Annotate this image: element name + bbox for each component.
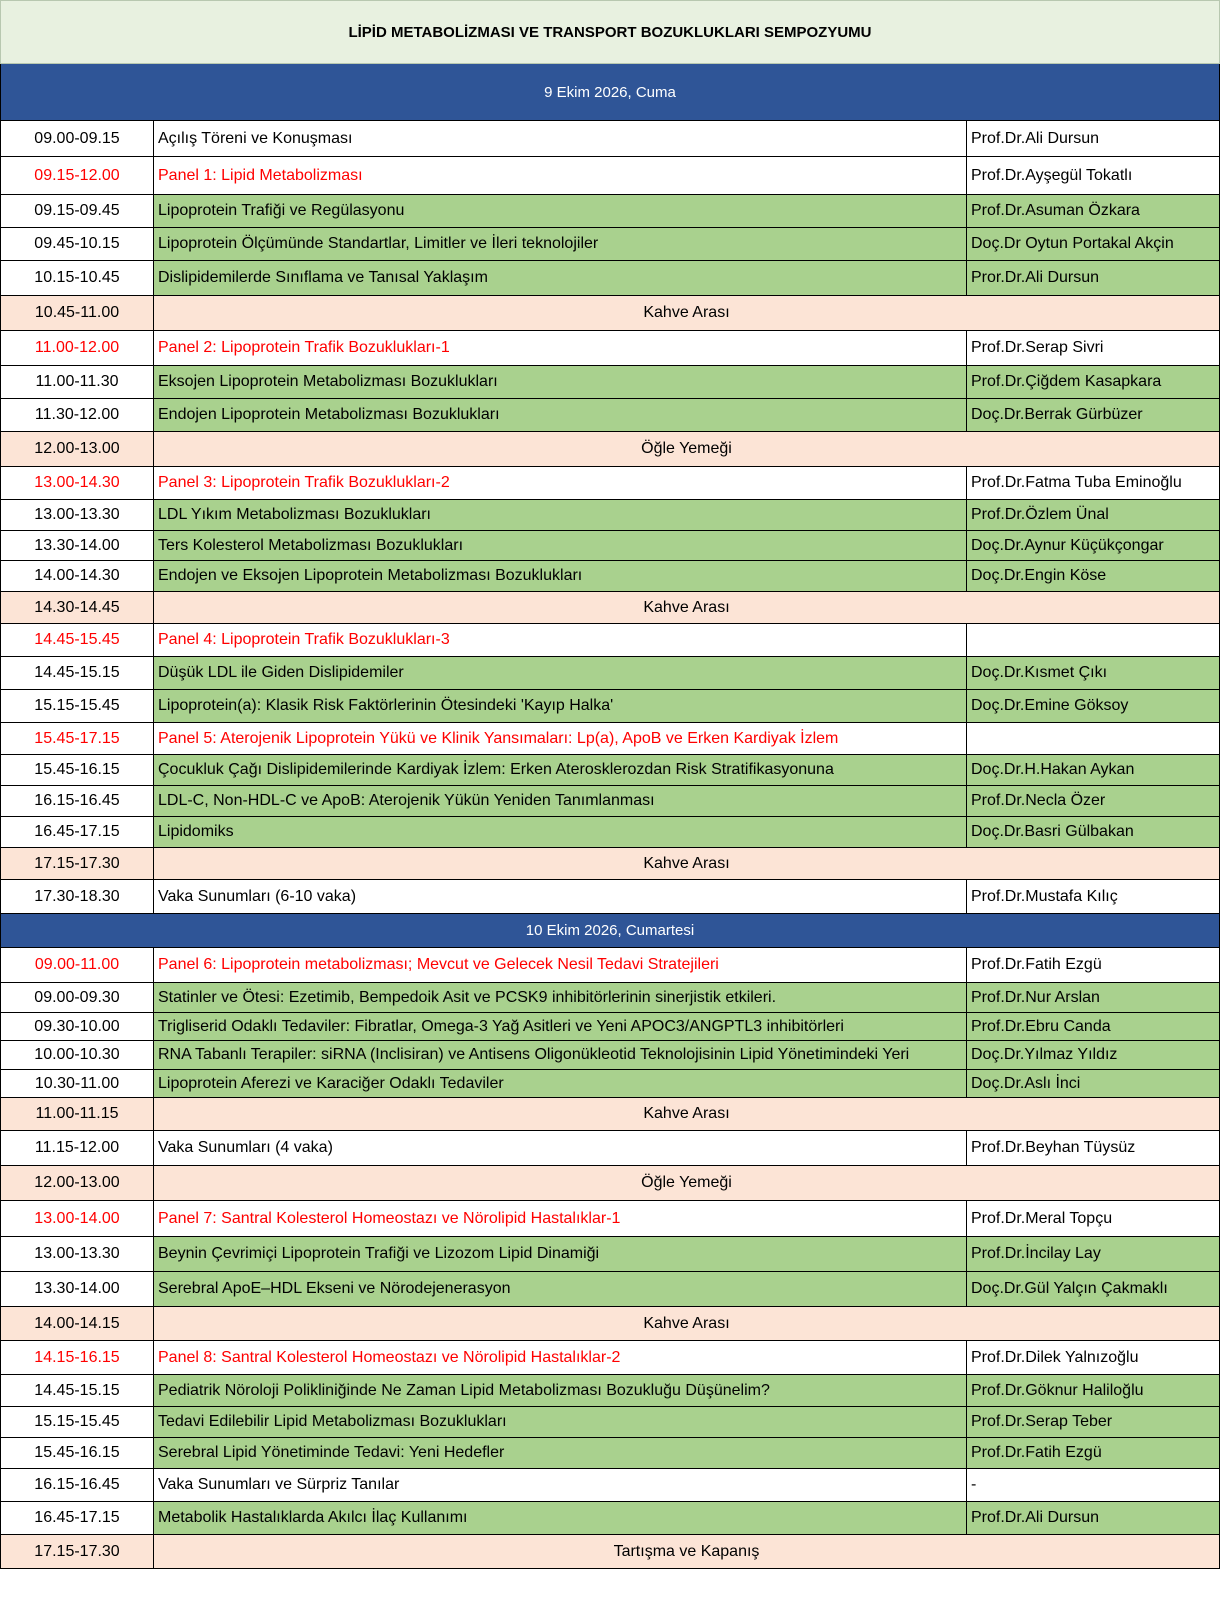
session-row xyxy=(0,399,1220,432)
panel-row xyxy=(0,624,1220,657)
speaker-cell: Doç.Dr.Berrak Gürbüzer xyxy=(967,399,1220,432)
panel-row xyxy=(0,331,1220,366)
break-row xyxy=(0,1166,1220,1201)
time-cell: 13.00-14.00 xyxy=(0,1201,154,1237)
session-row xyxy=(0,983,1220,1013)
time-cell: 11.00-11.15 xyxy=(0,1098,154,1131)
session-row xyxy=(0,657,1220,690)
topic-cell: Düşük LDL ile Giden Dislipidemiler xyxy=(154,657,967,690)
time-cell: 17.30-18.30 xyxy=(0,880,154,914)
session-row xyxy=(0,228,1220,261)
speaker-cell: Prof.Dr.Necla Özer xyxy=(967,786,1220,817)
time-cell: 16.15-16.45 xyxy=(0,1469,154,1502)
break-row xyxy=(0,296,1220,331)
speaker-cell: Prof.Dr.Ebru Canda xyxy=(967,1013,1220,1041)
speaker-cell: Prof.Dr.Ali Dursun xyxy=(967,121,1220,157)
speaker-cell: Prof.Dr.Çiğdem Kasapkara xyxy=(967,366,1220,399)
topic-cell: Endojen ve Eksojen Lipoprotein Metabolizması Bozuklukları xyxy=(154,561,967,592)
session-row xyxy=(0,1237,1220,1272)
time-cell: 10.45-11.00 xyxy=(0,296,154,331)
topic-cell: Panel 1: Lipid Metabolizması xyxy=(154,157,967,195)
speaker-cell: Prof.Dr.İncilay Lay xyxy=(967,1237,1220,1272)
time-cell: 13.00-13.30 xyxy=(0,500,154,531)
session-row xyxy=(0,1469,1220,1502)
speaker-cell: Doç.Dr.Yılmaz Yıldız xyxy=(967,1041,1220,1070)
break-row xyxy=(0,1535,1220,1569)
break-row xyxy=(0,1307,1220,1341)
session-row xyxy=(0,1438,1220,1469)
time-cell: 15.45-16.15 xyxy=(0,1438,154,1469)
speaker-cell: Prof.Dr.Fatih Ezgü xyxy=(967,1438,1220,1469)
panel-row xyxy=(0,1201,1220,1237)
time-cell: 09.00-09.15 xyxy=(0,121,154,157)
session-row xyxy=(0,561,1220,592)
break-row xyxy=(0,592,1220,624)
time-cell: 15.15-15.45 xyxy=(0,1407,154,1438)
session-row xyxy=(0,261,1220,296)
time-cell: 15.45-17.15 xyxy=(0,723,154,755)
topic-cell: Dislipidemilerde Sınıflama ve Tanısal Yaklaşım xyxy=(154,261,967,296)
speaker-cell: Doç.Dr.Gül Yalçın Çakmaklı xyxy=(967,1272,1220,1307)
topic-cell: Metabolik Hastalıklarda Akılcı İlaç Kullanımı xyxy=(154,1502,967,1535)
time-cell: 13.00-14.30 xyxy=(0,467,154,500)
break-label: Kahve Arası xyxy=(154,592,1220,624)
time-cell: 14.00-14.30 xyxy=(0,561,154,592)
topic-cell: Trigliserid Odaklı Tedaviler: Fibratlar, Omega-3 Yağ Asitleri ve Yeni APOC3/ANGPTL3 inhibitörleri xyxy=(154,1013,967,1041)
break-label: Kahve Arası xyxy=(154,296,1220,331)
break-label: Öğle Yemeği xyxy=(154,432,1220,467)
speaker-cell: Prof.Dr.Asuman Özkara xyxy=(967,195,1220,228)
topic-cell: Panel 7: Santral Kolesterol Homeostazı ve Nörolipid Hastalıklar-1 xyxy=(154,1201,967,1237)
time-cell: 14.45-15.45 xyxy=(0,624,154,657)
speaker-cell: Doç.Dr.Aslı İnci xyxy=(967,1070,1220,1098)
session-row xyxy=(0,755,1220,786)
time-cell: 10.00-10.30 xyxy=(0,1041,154,1070)
time-cell: 13.30-14.00 xyxy=(0,1272,154,1307)
topic-cell: Serebral ApoE–HDL Ekseni ve Nörodejenerasyon xyxy=(154,1272,967,1307)
time-cell: 14.00-14.15 xyxy=(0,1307,154,1341)
time-cell: 12.00-13.00 xyxy=(0,1166,154,1201)
title-row xyxy=(0,0,1220,64)
session-row xyxy=(0,1272,1220,1307)
break-label: Kahve Arası xyxy=(154,1098,1220,1131)
time-cell: 16.45-17.15 xyxy=(0,817,154,848)
speaker-cell: Prof.Dr.Mustafa Kılıç xyxy=(967,880,1220,914)
speaker-cell: Doç.Dr.Basri Gülbakan xyxy=(967,817,1220,848)
speaker-cell: Prof.Dr.Fatma Tuba Eminoğlu xyxy=(967,467,1220,500)
session-row xyxy=(0,1375,1220,1407)
time-cell: 09.30-10.00 xyxy=(0,1013,154,1041)
speaker-cell: Pror.Dr.Ali Dursun xyxy=(967,261,1220,296)
time-cell: 16.15-16.45 xyxy=(0,786,154,817)
time-cell: 11.15-12.00 xyxy=(0,1131,154,1166)
break-row xyxy=(0,848,1220,880)
topic-cell: Tedavi Edilebilir Lipid Metabolizması Bozuklukları xyxy=(154,1407,967,1438)
topic-cell: Endojen Lipoprotein Metabolizması Bozuklukları xyxy=(154,399,967,432)
topic-cell: Panel 6: Lipoprotein metabolizması; Mevcut ve Gelecek Nesil Tedavi Stratejileri xyxy=(154,948,967,983)
session-row xyxy=(0,1041,1220,1070)
speaker-cell: Doç.Dr.Engin Köse xyxy=(967,561,1220,592)
session-row xyxy=(0,1407,1220,1438)
session-row xyxy=(0,786,1220,817)
page-title: LİPİD METABOLİZMASI VE TRANSPORT BOZUKLUKLARI SEMPOZYUMU xyxy=(0,0,1220,64)
day-header-row xyxy=(0,64,1220,121)
session-row xyxy=(0,121,1220,157)
panel-row xyxy=(0,467,1220,500)
speaker-cell: Doç.Dr.H.Hakan Aykan xyxy=(967,755,1220,786)
speaker-cell: Prof.Dr.Serap Sivri xyxy=(967,331,1220,366)
panel-row xyxy=(0,157,1220,195)
topic-cell: Beynin Çevrimiçi Lipoprotein Trafiği ve Lizozom Lipid Dinamiği xyxy=(154,1237,967,1272)
session-row xyxy=(0,1131,1220,1166)
topic-cell: Çocukluk Çağı Dislipidemilerinde Kardiyak İzlem: Erken Aterosklerozdan Risk Stratifikasyonuna xyxy=(154,755,967,786)
time-cell: 09.15-09.45 xyxy=(0,195,154,228)
time-cell: 09.45-10.15 xyxy=(0,228,154,261)
panel-row xyxy=(0,1341,1220,1375)
time-cell: 14.30-14.45 xyxy=(0,592,154,624)
session-row xyxy=(0,195,1220,228)
session-row xyxy=(0,1013,1220,1041)
time-cell: 10.30-11.00 xyxy=(0,1070,154,1098)
session-row xyxy=(0,1502,1220,1535)
topic-cell: Vaka Sunumları (6-10 vaka) xyxy=(154,880,967,914)
time-cell: 11.00-11.30 xyxy=(0,366,154,399)
topic-cell: Açılış Töreni ve Konuşması xyxy=(154,121,967,157)
session-row xyxy=(0,366,1220,399)
topic-cell: Lipidomiks xyxy=(154,817,967,848)
speaker-cell: Doç.Dr Oytun Portakal Akçin xyxy=(967,228,1220,261)
topic-cell: LDL Yıkım Metabolizması Bozuklukları xyxy=(154,500,967,531)
session-row xyxy=(0,880,1220,914)
panel-row xyxy=(0,948,1220,983)
topic-cell: Pediatrik Nöroloji Polikliniğinde Ne Zaman Lipid Metabolizması Bozukluğu Düşünelim? xyxy=(154,1375,967,1407)
topic-cell: Panel 5: Aterojenik Lipoprotein Yükü ve Klinik Yansımaları: Lp(a), ApoB ve Erken Kardiyak İzlem xyxy=(154,723,967,755)
time-cell: 12.00-13.00 xyxy=(0,432,154,467)
time-cell: 09.00-09.30 xyxy=(0,983,154,1013)
session-row xyxy=(0,817,1220,848)
break-row xyxy=(0,432,1220,467)
topic-cell: Lipoprotein(a): Klasik Risk Faktörlerinin Ötesindeki 'Kayıp Halka' xyxy=(154,690,967,723)
time-cell: 14.45-15.15 xyxy=(0,1375,154,1407)
speaker-cell: Doç.Dr.Emine Göksoy xyxy=(967,690,1220,723)
time-cell: 14.15-16.15 xyxy=(0,1341,154,1375)
break-label: Öğle Yemeği xyxy=(154,1166,1220,1201)
topic-cell: Lipoprotein Aferezi ve Karaciğer Odaklı Tedaviler xyxy=(154,1070,967,1098)
time-cell: 09.15-12.00 xyxy=(0,157,154,195)
topic-cell: Panel 8: Santral Kolesterol Homeostazı ve Nörolipid Hastalıklar-2 xyxy=(154,1341,967,1375)
topic-cell: Vaka Sunumları (4 vaka) xyxy=(154,1131,967,1166)
time-cell: 15.45-16.15 xyxy=(0,755,154,786)
speaker-cell: Prof.Dr.Göknur Haliloğlu xyxy=(967,1375,1220,1407)
session-row xyxy=(0,1070,1220,1098)
panel-row xyxy=(0,723,1220,755)
topic-cell: Panel 4: Lipoprotein Trafik Bozuklukları-3 xyxy=(154,624,967,657)
topic-cell: Serebral Lipid Yönetiminde Tedavi: Yeni Hedefler xyxy=(154,1438,967,1469)
speaker-cell: Prof.Dr.Özlem Ünal xyxy=(967,500,1220,531)
time-cell: 14.45-15.15 xyxy=(0,657,154,690)
time-cell: 13.00-13.30 xyxy=(0,1237,154,1272)
topic-cell: Statinler ve Ötesi: Ezetimib, Bempedoik Asit ve PCSK9 inhibitörlerinin sinerjistik etkileri. xyxy=(154,983,967,1013)
day-header-row xyxy=(0,914,1220,948)
day-date: 10 Ekim 2026, Cumartesi xyxy=(0,914,1220,948)
speaker-cell xyxy=(967,723,1220,755)
time-cell: 10.15-10.45 xyxy=(0,261,154,296)
topic-cell: Panel 2: Lipoprotein Trafik Bozuklukları-1 xyxy=(154,331,967,366)
speaker-cell: Doç.Dr.Kısmet Çıkı xyxy=(967,657,1220,690)
topic-cell: Ters Kolesterol Metabolizması Bozuklukları xyxy=(154,531,967,561)
speaker-cell: Prof.Dr.Ali Dursun xyxy=(967,1502,1220,1535)
time-cell: 13.30-14.00 xyxy=(0,531,154,561)
session-row xyxy=(0,531,1220,561)
topic-cell: Panel 3: Lipoprotein Trafik Bozuklukları-2 xyxy=(154,467,967,500)
topic-cell: Lipoprotein Trafiği ve Regülasyonu xyxy=(154,195,967,228)
speaker-cell: Prof.Dr.Nur Arslan xyxy=(967,983,1220,1013)
break-label: Kahve Arası xyxy=(154,848,1220,880)
session-row xyxy=(0,690,1220,723)
day-date: 9 Ekim 2026, Cuma xyxy=(0,64,1220,121)
speaker-cell: - xyxy=(967,1469,1220,1502)
topic-cell: Eksojen Lipoprotein Metabolizması Bozuklukları xyxy=(154,366,967,399)
topic-cell: RNA Tabanlı Terapiler: siRNA (Inclisiran) ve Antisens Oligonükleotid Teknolojisinin Lipid Yönetimindeki Yeri xyxy=(154,1041,967,1070)
topic-cell: Vaka Sunumları ve Sürpriz Tanılar xyxy=(154,1469,967,1502)
speaker-cell: Prof.Dr.Meral Topçu xyxy=(967,1201,1220,1237)
speaker-cell: Prof.Dr.Serap Teber xyxy=(967,1407,1220,1438)
session-row xyxy=(0,500,1220,531)
topic-cell: LDL-C, Non-HDL-C ve ApoB: Aterojenik Yükün Yeniden Tanımlanması xyxy=(154,786,967,817)
speaker-cell: Prof.Dr.Dilek Yalnızoğlu xyxy=(967,1341,1220,1375)
time-cell: 11.30-12.00 xyxy=(0,399,154,432)
break-row xyxy=(0,1098,1220,1131)
break-label: Tartışma ve Kapanış xyxy=(154,1535,1220,1569)
time-cell: 17.15-17.30 xyxy=(0,1535,154,1569)
time-cell: 16.45-17.15 xyxy=(0,1502,154,1535)
time-cell: 09.00-11.00 xyxy=(0,948,154,983)
speaker-cell: Prof.Dr.Fatih Ezgü xyxy=(967,948,1220,983)
time-cell: 15.15-15.45 xyxy=(0,690,154,723)
time-cell: 11.00-12.00 xyxy=(0,331,154,366)
break-label: Kahve Arası xyxy=(154,1307,1220,1341)
topic-cell: Lipoprotein Ölçümünde Standartlar, Limitler ve İleri teknolojiler xyxy=(154,228,967,261)
speaker-cell xyxy=(967,624,1220,657)
speaker-cell: Prof.Dr.Ayşegül Tokatlı xyxy=(967,157,1220,195)
time-cell: 17.15-17.30 xyxy=(0,848,154,880)
speaker-cell: Prof.Dr.Beyhan Tüysüz xyxy=(967,1131,1220,1166)
speaker-cell: Doç.Dr.Aynur Küçükçongar xyxy=(967,531,1220,561)
